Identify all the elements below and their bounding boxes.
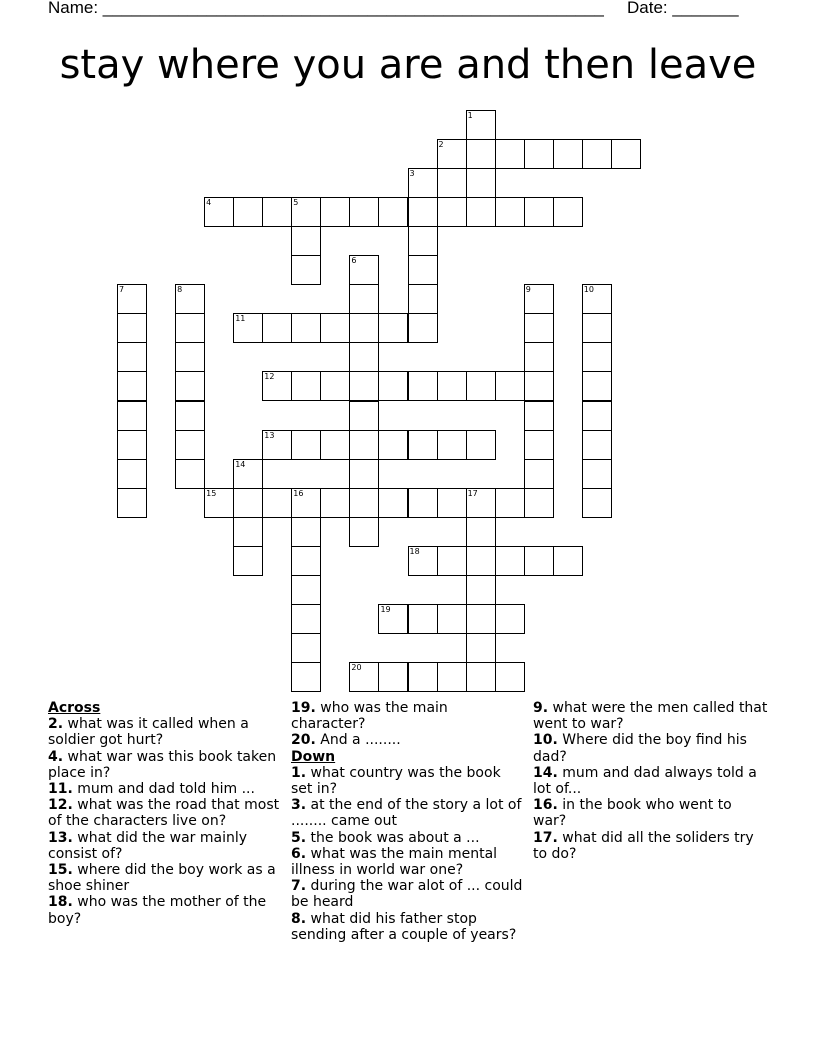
grid-cell[interactable]	[291, 662, 321, 692]
grid-cell[interactable]	[553, 139, 583, 169]
grid-cell[interactable]	[262, 313, 292, 343]
clue-down-5: 5. the book was about a ...	[291, 829, 480, 846]
clue-number: 5	[293, 198, 299, 208]
grid-cell[interactable]	[408, 546, 438, 576]
grid-cell[interactable]	[349, 662, 379, 692]
grid-cell[interactable]	[524, 284, 554, 314]
grid-cell[interactable]	[175, 430, 205, 460]
grid-cell[interactable]	[117, 371, 147, 401]
grid-cell[interactable]	[378, 604, 408, 634]
clue-down-8: 8. what did his father stop sending after a couple of years?	[291, 910, 517, 943]
grid-cell[interactable]	[524, 459, 554, 489]
clue-number: 2	[438, 140, 444, 150]
grid-cell[interactable]	[408, 430, 438, 460]
grid-cell[interactable]	[582, 139, 612, 169]
grid-cell[interactable]	[466, 575, 496, 605]
grid-cell[interactable]	[408, 255, 438, 285]
grid-cell[interactable]	[524, 488, 554, 518]
grid-cell[interactable]	[291, 517, 321, 547]
grid-cell[interactable]	[408, 226, 438, 256]
grid-cell[interactable]	[233, 197, 263, 227]
clue-number: 19	[380, 604, 391, 614]
grid-cell[interactable]	[611, 139, 641, 169]
grid-cell[interactable]	[466, 197, 496, 227]
clue-down-7: 7. during the war alot of ... could be heard	[291, 878, 523, 911]
grid-cell[interactable]	[349, 488, 379, 518]
grid-cell[interactable]	[291, 255, 321, 285]
name-field[interactable]: Name: _____________________________________________________	[48, 0, 604, 17]
grid-cell[interactable]	[349, 284, 379, 314]
grid-cell[interactable]	[495, 488, 525, 518]
grid-cell[interactable]	[117, 488, 147, 518]
clues-column-2	[291, 700, 526, 943]
clue-number: 17	[467, 488, 478, 498]
grid-cell[interactable]	[466, 517, 496, 547]
grid-cell[interactable]	[320, 488, 350, 518]
grid-cell[interactable]	[349, 517, 379, 547]
grid-cell[interactable]	[466, 604, 496, 634]
grid-cell[interactable]	[291, 633, 321, 663]
grid-cell[interactable]	[378, 430, 408, 460]
grid-cell[interactable]	[495, 604, 525, 634]
grid-cell[interactable]	[466, 488, 496, 518]
grid-cell[interactable]	[582, 313, 612, 343]
grid-cell[interactable]	[466, 430, 496, 460]
clue-across-4: 4. what war was this book taken place in?	[48, 748, 277, 781]
grid-cell[interactable]	[408, 371, 438, 401]
clue-number: 8	[177, 285, 183, 295]
grid-cell[interactable]	[291, 371, 321, 401]
grid-cell[interactable]	[117, 459, 147, 489]
grid-cell[interactable]	[466, 546, 496, 576]
grid-cell[interactable]	[437, 662, 467, 692]
clue-number: 10	[583, 285, 594, 295]
clues-column-3	[533, 700, 768, 862]
clue-number: 12	[264, 372, 275, 382]
grid-cell[interactable]	[117, 430, 147, 460]
clue-down-6: 6. what was the main mental illness in world war one?	[291, 845, 498, 879]
across-heading: Across	[48, 700, 101, 716]
grid-cell[interactable]	[175, 342, 205, 372]
grid-cell[interactable]	[524, 430, 554, 460]
grid-cell[interactable]	[582, 284, 612, 314]
grid-cell[interactable]	[408, 604, 438, 634]
grid-cell[interactable]	[466, 110, 496, 140]
grid-cell[interactable]	[262, 197, 292, 227]
grid-cell[interactable]	[349, 313, 379, 343]
clue-across-2: 2. what was it called when a soldier got hurt?	[48, 716, 249, 749]
grid-cell[interactable]	[495, 546, 525, 576]
clue-across-11: 11. mum and dad told him ...	[48, 781, 255, 798]
grid-cell[interactable]	[437, 546, 467, 576]
grid-cell[interactable]	[204, 197, 234, 227]
clue-number: 6	[351, 256, 357, 266]
grid-cell[interactable]	[408, 662, 438, 692]
clue-across-19: 19. who was the main character?	[291, 700, 448, 733]
grid-cell[interactable]	[524, 371, 554, 401]
grid-cell[interactable]	[291, 313, 321, 343]
grid-cell[interactable]	[378, 662, 408, 692]
grid-cell[interactable]	[175, 401, 205, 431]
page-title: stay where you are and then leave	[59, 42, 757, 88]
grid-cell[interactable]	[291, 488, 321, 518]
grid-cell[interactable]	[291, 430, 321, 460]
grid-cell[interactable]	[408, 284, 438, 314]
grid-cell[interactable]	[495, 139, 525, 169]
grid-cell[interactable]	[117, 342, 147, 372]
grid-cell[interactable]	[408, 197, 438, 227]
grid-cell[interactable]	[233, 313, 263, 343]
grid-cell[interactable]	[320, 197, 350, 227]
grid-cell[interactable]	[466, 168, 496, 198]
clue-number: 1	[467, 111, 473, 120]
clue-number: 7	[119, 285, 125, 295]
grid-cell[interactable]	[204, 488, 234, 518]
grid-cell[interactable]	[291, 546, 321, 576]
clue-down-14: 14. mum and dad always told a lot of...	[533, 764, 757, 798]
grid-cell[interactable]	[117, 401, 147, 431]
grid-cell[interactable]	[437, 604, 467, 634]
grid-cell[interactable]	[524, 546, 554, 576]
grid-cell[interactable]	[378, 313, 408, 343]
grid-cell[interactable]	[349, 197, 379, 227]
grid-cell[interactable]	[262, 488, 292, 518]
clue-down-10: 10. Where did the boy find his dad?	[533, 732, 747, 765]
grid-cell[interactable]	[233, 459, 263, 489]
grid-cell[interactable]	[349, 401, 379, 431]
grid-cell[interactable]	[175, 313, 205, 343]
clue-number: 18	[409, 546, 420, 556]
grid-cell[interactable]	[291, 197, 321, 227]
grid-cell[interactable]	[466, 139, 496, 169]
grid-cell[interactable]	[233, 488, 263, 518]
grid-cell[interactable]	[378, 371, 408, 401]
grid-cell[interactable]	[495, 371, 525, 401]
grid-cell[interactable]	[349, 459, 379, 489]
grid-cell[interactable]	[175, 284, 205, 314]
grid-cell[interactable]	[349, 371, 379, 401]
grid-cell[interactable]	[408, 168, 438, 198]
clue-down-17: 17. what did all the soliders try to do?	[533, 829, 754, 862]
grid-cell[interactable]	[175, 459, 205, 489]
clue-number: 4	[206, 198, 212, 208]
grid-cell[interactable]	[582, 488, 612, 518]
clue-across-12: 12. what was the road that most of the characters live on?	[48, 797, 280, 830]
grid-cell[interactable]	[291, 575, 321, 605]
grid-cell[interactable]	[495, 197, 525, 227]
grid-cell[interactable]	[262, 371, 292, 401]
grid-cell[interactable]	[582, 430, 612, 460]
clue-number: 9	[525, 285, 531, 295]
clue-down-9: 9. what were the men called that went to war?	[533, 700, 768, 733]
clue-across-13: 13. what did the war mainly consist of?	[48, 829, 248, 862]
grid-cell[interactable]	[117, 284, 147, 314]
grid-cell[interactable]	[466, 371, 496, 401]
grid-cell[interactable]	[349, 342, 379, 372]
grid-cell[interactable]	[408, 313, 438, 343]
down-heading: Down	[291, 748, 336, 765]
clue-number: 13	[264, 430, 275, 440]
clue-across-15: 15. where did the boy work as a shoe shiner	[48, 862, 276, 895]
grid-cell[interactable]	[378, 197, 408, 227]
clue-down-3: 3. at the end of the story a lot of ........ came out	[291, 797, 522, 830]
clue-number: 15	[206, 488, 217, 498]
grid-cell[interactable]	[233, 517, 263, 547]
grid-cell[interactable]	[524, 401, 554, 431]
grid-cell[interactable]	[524, 313, 554, 343]
clue-down-1: 1. what country was the book set in?	[291, 764, 501, 798]
grid-cell[interactable]	[437, 430, 467, 460]
grid-cell[interactable]	[378, 488, 408, 518]
clue-number: 3	[409, 169, 415, 179]
grid-cell[interactable]	[524, 139, 554, 169]
clue-across-18: 18. who was the mother of the boy?	[48, 894, 267, 927]
grid-cell[interactable]	[320, 313, 350, 343]
clue-number: 20	[351, 662, 362, 672]
grid-cell[interactable]	[582, 401, 612, 431]
grid-cell[interactable]	[437, 197, 467, 227]
clue-number: 14	[235, 459, 246, 469]
grid-cell[interactable]	[175, 371, 205, 401]
clues-column-1	[48, 700, 283, 927]
grid-cell[interactable]	[291, 226, 321, 256]
grid-cell[interactable]	[553, 197, 583, 227]
date-field[interactable]: Date: _______	[627, 0, 739, 17]
grid-cell[interactable]	[320, 371, 350, 401]
grid-cell[interactable]	[117, 313, 147, 343]
clue-across-20: 20. And a ........	[291, 732, 401, 749]
grid-cell[interactable]	[524, 342, 554, 372]
grid-cell[interactable]	[466, 662, 496, 692]
grid-cell[interactable]	[437, 139, 467, 169]
grid-cell[interactable]	[582, 342, 612, 372]
grid-cell[interactable]	[524, 197, 554, 227]
grid-cell[interactable]	[553, 546, 583, 576]
grid-cell[interactable]	[495, 662, 525, 692]
clue-number: 11	[235, 314, 246, 324]
clue-down-16: 16. in the book who went to war?	[533, 797, 732, 830]
grid-cell[interactable]	[262, 430, 292, 460]
grid-cell[interactable]	[291, 604, 321, 634]
grid-cell[interactable]	[349, 430, 379, 460]
grid-cell[interactable]	[582, 459, 612, 489]
grid-cell[interactable]	[437, 488, 467, 518]
clue-number: 16	[293, 488, 304, 498]
grid-cell[interactable]	[437, 371, 467, 401]
grid-cell[interactable]	[466, 633, 496, 663]
grid-cell[interactable]	[408, 488, 438, 518]
grid-cell[interactable]	[320, 430, 350, 460]
grid-cell[interactable]	[349, 255, 379, 285]
grid-cell[interactable]	[233, 546, 263, 576]
grid-cell[interactable]	[582, 371, 612, 401]
